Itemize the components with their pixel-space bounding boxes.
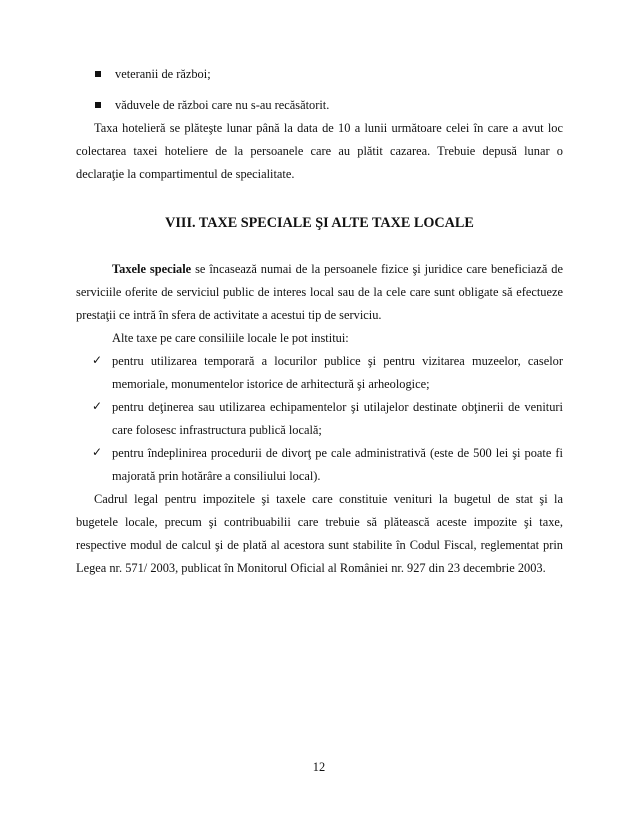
check-item-1-line-1: pentru utilizarea temporară a locurilor publice şi pentru vizitarea muzeelor, caselor xyxy=(112,354,563,368)
check-item-3-line-2: majorată prin hotărâre a consiliului local). xyxy=(112,469,321,483)
other-taxes-intro: Alte taxe pe care consiliile locale le pot institui: xyxy=(112,331,349,345)
special-taxes-line-1 xyxy=(112,262,563,276)
checkmark-icon: ✓ xyxy=(92,445,103,459)
special-taxes-bold-lead: Taxele speciale xyxy=(112,262,192,276)
checkmark-icon: ✓ xyxy=(92,399,103,413)
bullet-item: văduvele de război care nu s-au recăsătorit. xyxy=(115,98,330,112)
special-taxes-line-1-rest: se încasează numai de la persoanele fizice şi juridice care beneficiază de xyxy=(191,262,563,276)
check-item-3-line-1: pentru îndeplinirea procedurii de divorţ pe cale administrativă (este de 500 lei şi poate fi xyxy=(112,446,563,460)
legal-framework-line-1: Cadrul legal pentru impozitele şi taxele care constituie venituri la bugetul de stat şi la xyxy=(94,492,563,506)
bullet-item: veteranii de război; xyxy=(115,67,211,81)
special-taxes-line-2: serviciile oferite de serviciul public de interes local sau de la cele care sunt obligate să efectueze xyxy=(76,285,563,299)
square-bullet-icon xyxy=(95,102,101,108)
hotel-tax-line-2: colectarea taxei hoteliere de la persoanele care au plătit cazarea. Trebuie depusă lunar o xyxy=(76,144,563,158)
special-taxes-line-3: prestaţii ce intră în sfera de activitate a acestui tip de serviciu. xyxy=(76,308,382,322)
legal-framework-line-2: bugetele locale, precum şi contribuabilii care trebuie să plătească aceste impozite şi taxe, xyxy=(76,515,563,529)
hotel-tax-line-3: declaraţie la compartimentul de specialitate. xyxy=(76,167,295,181)
checkmark-icon: ✓ xyxy=(92,353,103,367)
hotel-tax-line-1: Taxa hotelieră se plăteşte lunar până la data de 10 a lunii următoare celei în care a avut loc xyxy=(94,121,563,135)
square-bullet-icon xyxy=(95,71,101,77)
check-item-1-line-2: memoriale, monumentelor istorice de arhitectură şi arheologice; xyxy=(112,377,430,391)
page-number: 12 xyxy=(312,760,326,774)
check-item-2-line-1: pentru deţinerea sau utilizarea echipamentelor şi utilajelor destinate obţinerii de venituri xyxy=(112,400,563,414)
section-heading: VIII. TAXE SPECIALE ŞI ALTE TAXE LOCALE xyxy=(165,215,474,231)
legal-framework-line-4: Legea nr. 571/ 2003, publicat în Monitorul Oficial al României nr. 927 din 23 decembrie 2003. xyxy=(76,561,546,575)
check-item-2-line-2: care folosesc infrastructura publică locală; xyxy=(112,423,322,437)
legal-framework-line-3: respective modul de calcul şi de plată al acestora sunt stabilite în Codul Fiscal, reglementat prin xyxy=(76,538,563,552)
